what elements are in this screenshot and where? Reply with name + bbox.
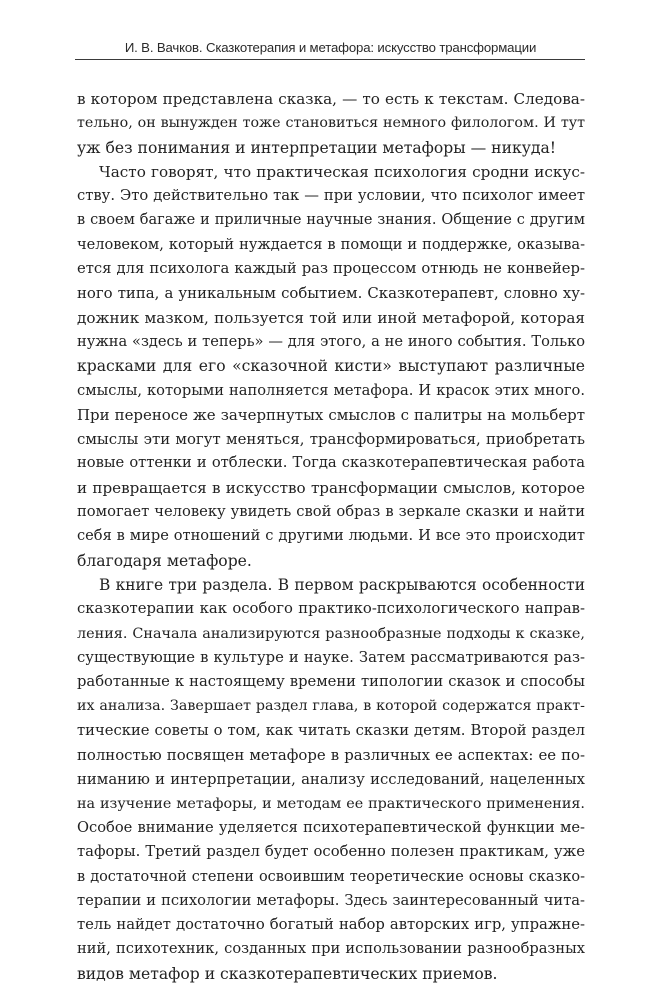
text-line: Особое внимание уделяется психотерапевтической функции ме- [77,818,585,836]
header-rule [75,59,585,60]
text-line: тические советы о том, как читать сказки детям. Второй раздел [77,721,585,739]
text-line: тель найдет достаточно богатый набор авторских игр, упражне- [77,916,585,934]
text-line: В книге три раздела. В первом раскрываются особенности [99,575,585,594]
text-line: красками для его «сказочной кисти» выступают различные [77,357,585,376]
text-line: сказкотерапии как особого практико-психологического направ- [77,600,585,618]
text-line: на изучение метафоры, и методам ее практического применения. [77,795,585,812]
text-line: ству. Это действительно так — при условии, что психолог имеет [77,187,585,205]
text-line: в своем багаже и приличные научные знания. Общение с другим [77,212,585,229]
text-line: смыслы эти могут меняться, трансформироваться, приобретать [77,430,585,449]
page-body [77,87,585,986]
text-line: новые оттенки и отблески. Тогда сказкотерапевтическая работа [77,454,585,472]
text-line: и превращается в искусство трансформации смыслов, которое [77,478,585,497]
paragraph [77,573,585,986]
text-line: терапии и психологии метафоры. Здесь заинтересованный читa- [77,891,585,909]
text-line: тафоры. Третий раздел будет особенно полезен практикам, уже [77,843,585,861]
text-line: При переносе же зачерпнутых смыслов с палитры на мольберт [77,405,585,424]
text-line: дожник мазком, пользуется той или иной метафорой, которая [77,308,585,327]
text-line: в достаточной степени освоившим теоретические основы сказко- [77,868,585,885]
text-line: нужна «здесь и теперь» — для этого, а не иного события. Только [77,332,585,350]
text-line: помогает человеку увидеть свой образ в зеркале сказки и найти [77,503,585,521]
text-line: в котором представлена сказка, — то есть к текстам. Следова- [77,90,585,108]
text-line: работанные к настоящему времени типологии сказок и способы [77,673,585,691]
text-line: благодаря метафоре. [77,551,252,570]
text-line: ления. Сначала анализируются разнообразные подходы к сказке, [77,625,585,642]
text-line: ниманию и интерпретации, анализу исследований, нацеленных [77,770,585,789]
text-line: полностью посвящен метафоре в различных ее аспектах: ее по- [77,746,585,765]
text-line: смыслы, которыми наполняется метафора. И красок этих много. [77,381,585,399]
text-line: видов метафор и сказкотерапевтических приемов. [77,964,498,983]
text-line: ется для психолога каждый раз процессом отнюдь не конвейер- [77,260,585,278]
text-line: уж без понимания и интерпретации метафоры — никуда! [77,138,557,157]
text-line: ного типа, а уникальным событием. Сказкотерапевт, словно ху- [77,284,585,303]
text-line: ний, психотехник, созданных при использовании разнообразных [77,940,585,958]
text-line: человеком, который нуждается в помощи и поддержке, оказыва- [77,235,585,253]
text-line: существующие в культуре и науке. Затем рассматриваются раз- [77,648,585,666]
text-line: себя в мире отношений с другими людьми. И все это происходит [77,527,585,545]
text-line: их анализа. Завершает раздел глава, в которой содержатся практ- [77,698,585,715]
text-line: тельно, он вынужден тоже становиться немного филологом. И тут [77,115,585,132]
paragraph [77,160,585,573]
running-header: И. В. Вачков. Сказкотерапия и метафора: искусство трансформации [124,40,537,55]
text-line: Часто говорят, что практическая психология сродни искус- [99,162,585,181]
paragraph [77,87,585,160]
